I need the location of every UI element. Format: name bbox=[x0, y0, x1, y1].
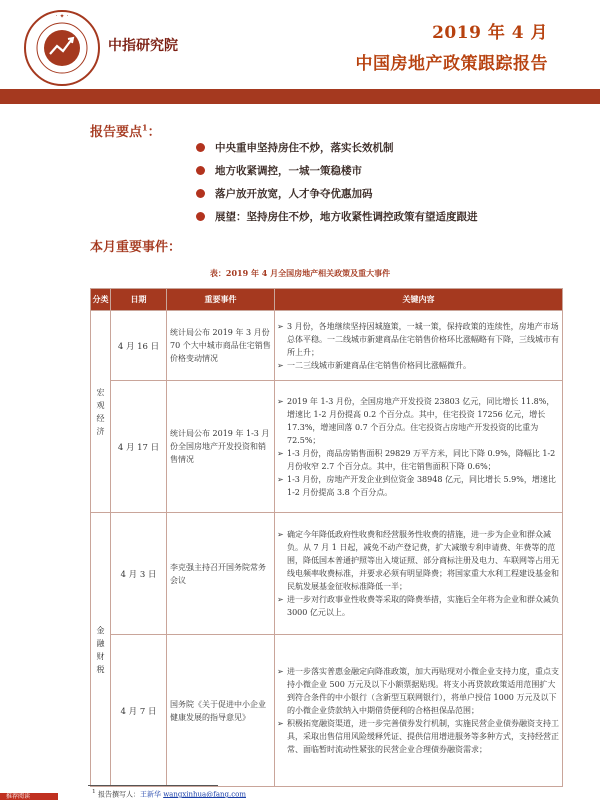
arrow-bullet-icon: ➢ bbox=[277, 719, 284, 728]
arrow-bullet-icon: ➢ bbox=[277, 360, 284, 370]
bullet-icon bbox=[196, 212, 205, 221]
table-header-row bbox=[91, 289, 563, 311]
event-title: 统计局公布 2019 年 3 月份 70 个大中城市商品住宅销售价格变动情况 bbox=[167, 311, 275, 381]
column-header: 关键内容 bbox=[275, 289, 563, 311]
bullet-icon bbox=[196, 143, 205, 152]
table-row bbox=[91, 635, 563, 787]
arrow-bullet-icon: ➢ bbox=[277, 321, 284, 331]
event-content: ➢ 确定今年降低政府性收费和经营服务性收费的措施，进一步为企业和群众减负。从 7 月 1 日起，减免不动产登记费，扩大减缴专利申请费、年费等的范围，降低国本普通护照等出入境证照、部分商标注册及电力、车联网等占用无线电频率收费标准，并要求必须有明显降费；将国家重大水利工程建设基金和民航发展基金征收标准降低一半； ➢ 进一步对行政事业性收费等采取的降费举措，实施后全年将为企业和群众减负 3000 亿元以上。 bbox=[275, 513, 563, 635]
list-item: 中央重申坚持房住不炒，落实长效机制 bbox=[90, 136, 560, 159]
highlights-heading: 报告要点$^1$： bbox=[90, 122, 161, 140]
event-date: 4 月 16 日 bbox=[111, 311, 167, 381]
svg-text:· ✦ ·: · ✦ · bbox=[55, 13, 69, 20]
report-title-block bbox=[356, 18, 549, 74]
list-item: 展望：坚持房住不炒，地方收紧性调控政策有望适度跟进 bbox=[90, 205, 560, 228]
recommend-stamp: 推荐阅读 bbox=[0, 793, 58, 800]
category-finance: 金 融 财 税 bbox=[91, 513, 111, 787]
events-heading: 本月重要事件： bbox=[90, 240, 182, 255]
event-date: 4 月 3 日 bbox=[111, 513, 167, 635]
highlights-list bbox=[90, 136, 560, 228]
list-item: 地方收紧调控，一城一策稳楼市 bbox=[90, 159, 560, 182]
event-date: 4 月 17 日 bbox=[111, 381, 167, 513]
arrow-bullet-icon: ➢ bbox=[277, 530, 284, 539]
bullet-icon bbox=[196, 189, 205, 198]
event-date: 4 月 7 日 bbox=[111, 635, 167, 787]
table-row bbox=[91, 311, 563, 381]
event-content: ➢ 2019 年 1-3 月份，全国房地产开发投资 23803 亿元，同比增长 11.8%，增速比 1-2 月份提高 0.2 个百分点。其中，住宅投资 17256 亿元，增长 17.3%，增速回落 0.7 个百分点。住宅投资占房地产开发投资的比重为 72.5%； ➢ 1-3 月份，商品房销售面积 29829 万平方米，同比下降 0.9%，降幅比 1-2 月份收窄 2.7 个百分点。其中，住宅销售面积下降 0.6%； ➢ 1-3 月份，房地产开发企业到位资金 38948 亿元，同比增长 5.9%，增速比 1-2 月份提高 3.8 个百分点。 bbox=[275, 381, 563, 513]
footnote-divider bbox=[88, 785, 218, 786]
event-title: 国务院《关于促进中小企业健康发展的指导意见》 bbox=[167, 635, 275, 787]
event-content: ➢ 进一步落实普惠金融定向降准政策，加大再贴现对小微企业支持力度，重点支持小微企业 500 万元及以下小额票据贴现。将支小再贷款政策适用范围扩大到符合条件的中小银行（含新型互联网银行），将单户授信 1000 万元及以下的小微企业贷款纳入中期借贷便利的合格担保品范围； ➢ 积极拓宽融资渠道，进一步完善债券发行机制，实施民营企业债券融资支持工具，采取出售信用风险缓释凭证、提供信用增进服务等多种方式，支持经营正常、面临暂时流动性紧张的民营企业合理债券融资需求； bbox=[275, 635, 563, 787]
arrow-bullet-icon: ➢ bbox=[277, 595, 284, 604]
column-header: 日期 bbox=[111, 289, 167, 311]
report-date: 2019 年 4 月 bbox=[432, 23, 548, 43]
author-email-link[interactable]: wangxinhua@fang.com bbox=[163, 790, 246, 799]
list-item: 落户放开放宽，人才争夺优惠加码 bbox=[90, 182, 560, 205]
author-name: 王新华 bbox=[139, 790, 161, 799]
table-row bbox=[91, 381, 563, 513]
footnote-ref: 1 bbox=[142, 122, 148, 133]
arrow-bullet-icon: ➢ bbox=[277, 396, 284, 406]
table-row bbox=[91, 513, 563, 635]
event-content: ➢ 3 月份，各地继续坚持因城施策，一城一策，保持政策的连续性，房地产市场总体平稳。一二线城市新建商品住宅销售价格环比涨幅略有下降，三线城市有所上升； ➢ 一二三线城市新建商品住宅销售价格同比涨幅微升。 bbox=[275, 311, 563, 381]
event-title: 统计局公布 2019 年 1-3 月份全国房地产开发投资和销售情况 bbox=[167, 381, 275, 513]
bullet-icon bbox=[196, 166, 205, 175]
table-caption: 表：2019 年 4 月全国房地产相关政策及重大事件 bbox=[209, 268, 391, 278]
arrow-bullet-icon: ➢ bbox=[277, 474, 284, 484]
event-title: 李克强主持召开国务院常务会议 bbox=[167, 513, 275, 635]
arrow-bullet-icon: ➢ bbox=[277, 448, 284, 458]
column-header: 重要事件 bbox=[167, 289, 275, 311]
org-name: 中指研究院 bbox=[108, 38, 178, 54]
footnote: $^1$ 报告撰写人：王新华 wangxinhua@fang.com bbox=[92, 789, 246, 799]
arrow-bullet-icon: ➢ bbox=[277, 667, 284, 676]
events-table bbox=[90, 288, 563, 787]
china-index-academy-logo bbox=[22, 8, 102, 88]
category-macro: 宏 观 经 济 bbox=[91, 311, 111, 513]
report-title: 中国房地产政策跟踪报告 bbox=[355, 54, 548, 74]
header-band bbox=[0, 89, 600, 104]
column-header: 分类 bbox=[91, 289, 111, 311]
